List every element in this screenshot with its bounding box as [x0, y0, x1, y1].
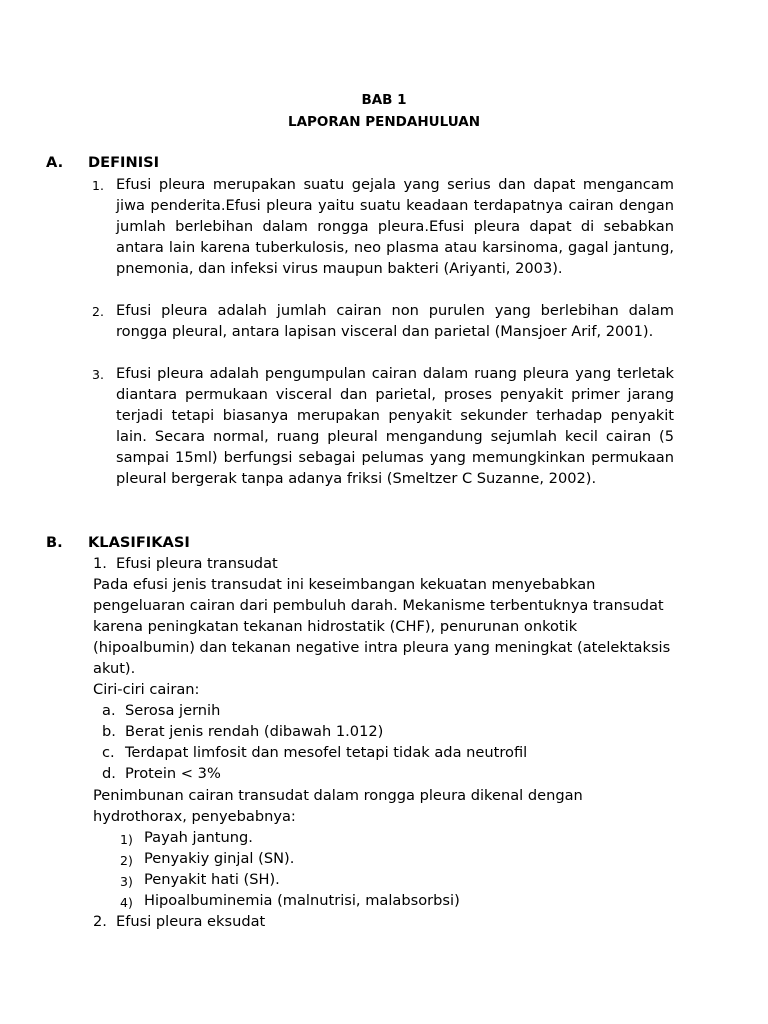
- cause-4-marker: 4): [120, 895, 133, 910]
- characteristic-a-marker: a.: [102, 702, 116, 719]
- fluid-characteristics-label: Ciri-ciri cairan:: [93, 681, 200, 698]
- characteristic-a-text: Serosa jernih: [125, 702, 221, 719]
- section-a-heading: [46, 152, 159, 173]
- chapter-label: BAB 1: [361, 92, 407, 108]
- definition-1-text: Efusi pleura merupakan suatu gejala yang serius dan dapat mengancam jiwa penderita.Efusi pleura yaitu suatu keadaan terdapatnya cairan dengan jumlah berlebihan dalam rongga pleura.Efusi pleura dapat di sebabkan antara lain karena tuberkulosis, neo plasma atau karsinoma, gagal jantung, pnemonia, dan infeksi virus maupun bakteri (Ariyanti, 2003).: [116, 176, 674, 277]
- definition-1-number: 1.: [92, 178, 104, 193]
- classification-1-number: 1.: [93, 555, 107, 572]
- definition-2-number: 2.: [92, 304, 104, 319]
- cause-1-marker: 1): [120, 832, 133, 847]
- section-b-title: KLASIFIKASI: [88, 534, 190, 551]
- cause-1-text: Payah jantung.: [144, 829, 253, 846]
- cause-3-marker: 3): [120, 874, 133, 889]
- characteristic-b-text: Berat jenis rendah (dibawah 1.012): [125, 723, 384, 740]
- section-a-letter: A.: [46, 154, 64, 171]
- cause-4-text: Hipoalbuminemia (malnutrisi, malabsorbsi): [144, 892, 460, 909]
- characteristic-c-marker: c.: [102, 744, 115, 761]
- section-b-letter: B.: [46, 534, 63, 551]
- definition-2-text: Efusi pleura adalah jumlah cairan non purulen yang berlebihan dalam rongga pleural, antara lapisan visceral dan parietal (Mansjoer Arif, 2001).: [116, 302, 674, 340]
- cause-2-text: Penyakiy ginjal (SN).: [144, 850, 295, 867]
- section-a-title: DEFINISI: [88, 154, 160, 171]
- cause-2-marker: 2): [120, 853, 133, 868]
- characteristic-b-marker: b.: [102, 723, 116, 740]
- section-b-heading: [46, 532, 190, 553]
- classification-2-title: Efusi pleura eksudat: [116, 913, 266, 930]
- classification-2-number: 2.: [93, 913, 107, 930]
- characteristic-c-text: Terdapat limfosit dan mesofel tetapi tidak ada neutrofil: [125, 744, 528, 761]
- characteristic-d-text: Protein < 3%: [125, 765, 221, 782]
- transudat-paragraph: Pada efusi jenis transudat ini keseimbangan kekuatan menyebabkan pengeluaran cairan dari pembuluh darah. Mekanisme terbentuknya transudat karena peningkatan tekanan hidrostatik (CHF), penurunan onkotik (hipoalbumin) dan tekanan negative intra pleura yang meningkat (atelektaksis akut).: [93, 576, 671, 677]
- page-title: LAPORAN PENDAHULUAN: [287, 114, 480, 130]
- definition-3-number: 3.: [92, 367, 104, 382]
- classification-1-title: Efusi pleura transudat: [116, 555, 278, 572]
- definition-3-text: Efusi pleura adalah pengumpulan cairan dalam ruang pleura yang terletak diantara permukaan visceral dan parietal, proses penyakit primer jarang terjadi tetapi biasanya merupakan penyakit sekunder terhadap penyakit lain. Secara normal, ruang pleural mengandung sejumlah kecil cairan (5 sampai 15ml) berfungsi sebagai pelumas yang memungkinkan permukaan pleural bergerak tanpa adanya friksi (Smeltzer C Suzanne, 2002).: [116, 365, 674, 487]
- cause-3-text: Penyakit hati (SH).: [144, 871, 280, 888]
- hydrothorax-paragraph: Penimbunan cairan transudat dalam rongga pleura dikenal dengan hydrothorax, penyebabnya:: [93, 787, 583, 825]
- characteristic-d-marker: d.: [102, 765, 116, 782]
